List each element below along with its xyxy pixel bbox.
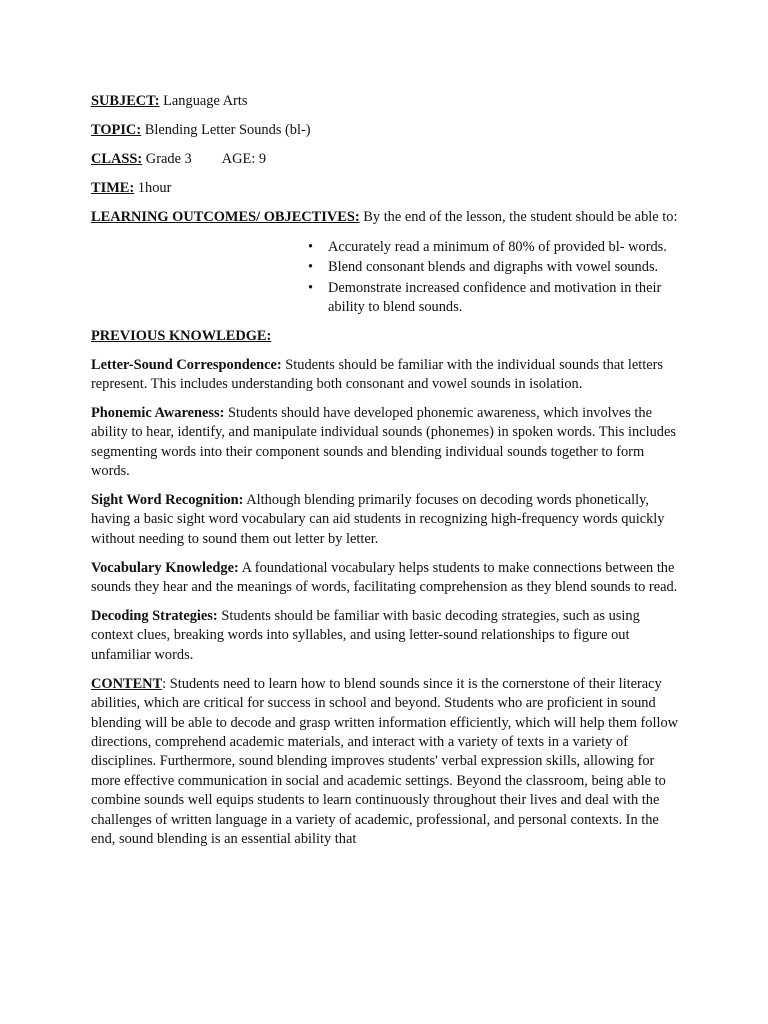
lesson-plan xyxy=(91,92,681,859)
knowledge-paragraph xyxy=(91,356,681,395)
objective-text: Blend consonant blends and digraphs with vowel sounds. xyxy=(328,259,659,276)
topic-line xyxy=(91,121,681,140)
knowledge-paragraph xyxy=(91,559,681,598)
knowledge-paragraph xyxy=(91,491,681,549)
knowledge-term: Phonemic Awareness: xyxy=(91,404,225,421)
knowledge-text: Although blending primarily focuses on decoding words phonetically, having a basic sight word vocabulary can aid students in recognizing high-frequency words quickly without needing to sound them out letter by letter. xyxy=(91,492,665,547)
objectives-line xyxy=(91,208,681,227)
list-item xyxy=(304,279,681,318)
topic-value: Blending Letter Sounds (bl-) xyxy=(144,121,311,138)
objective-text: Demonstrate increased confidence and motivation in their ability to blend sounds. xyxy=(328,279,662,316)
knowledge-term: Letter-Sound Correspondence: xyxy=(91,356,282,373)
knowledge-text: Students should be familiar with the individual sounds that letters represent. This includes understanding both consonant and vowel sounds in isolation. xyxy=(91,356,663,392)
bullet-icon: • xyxy=(308,279,314,296)
objectives-list xyxy=(91,238,681,318)
knowledge-term: Sight Word Recognition: xyxy=(91,492,244,508)
topic-label: TOPIC: xyxy=(91,121,142,138)
time-value: 1hour xyxy=(137,179,172,196)
bullet-icon: • xyxy=(308,259,314,276)
knowledge-term: Decoding Strategies: xyxy=(91,608,218,625)
content-paragraph xyxy=(91,675,681,850)
objectives-label: LEARNING OUTCOMES/ OBJECTIVES: xyxy=(91,208,360,225)
list-item xyxy=(304,258,681,277)
time-label: TIME: xyxy=(91,179,135,196)
previous-knowledge-heading: PREVIOUS KNOWLEDGE: xyxy=(91,327,272,344)
knowledge-text: A foundational vocabulary helps students to make connections between the sounds they hear and the meanings of words, facilitating comprehension as they blend sounds to read. xyxy=(91,559,678,596)
subject-value: Language Arts xyxy=(163,93,248,109)
knowledge-paragraph xyxy=(91,607,681,665)
content-label: CONTENT xyxy=(91,675,163,692)
objective-text: Accurately read a minimum of 80% of provided bl- words. xyxy=(328,239,667,256)
class-value: Grade 3 xyxy=(145,150,192,167)
class-line xyxy=(91,150,681,169)
subject-label: SUBJECT: xyxy=(91,93,160,109)
subject-line xyxy=(91,92,681,111)
content-text: : Students need to learn how to blend sounds since it is the cornerstone of their literacy abilities, which are critical for success in school and beyond. Students who are proficient in sound blending will be able to decode and grasp written information efficiently, which will help them follow directions, comprehend academic materials, and interact with a variety of texts in a variety of disciplines. Furthermore, sound blending improves students' verbal expression skills, allowing for more effective communication in social and academic settings. Beyond the classroom, being able to combine sounds well equips students to learn continuously throughout their lives and deal with the challenges of written language in a variety of academic, professional, and personal contexts. In the end, sound blending is an essential ability that xyxy=(91,675,679,847)
age-value: AGE: 9 xyxy=(221,150,267,167)
objectives-intro: By the end of the lesson, the student should be able to: xyxy=(363,208,678,225)
knowledge-text: Students should be familiar with basic decoding strategies, such as using context clues, breaking words into syllables, and using letter-sound relationships to figure out unfamiliar words. xyxy=(91,608,640,663)
time-line xyxy=(91,179,681,198)
knowledge-paragraph xyxy=(91,404,681,482)
class-label: CLASS: xyxy=(91,150,143,167)
bullet-icon: • xyxy=(308,239,314,256)
knowledge-text: Students should have developed phonemic awareness, which involves the ability to hear, identify, and manipulate individual sounds (phonemes) in spoken words. This includes segmenting words into their component sounds and blending individual sounds together to form words. xyxy=(91,404,676,480)
knowledge-term: Vocabulary Knowledge: xyxy=(91,559,239,576)
list-item xyxy=(304,238,681,257)
